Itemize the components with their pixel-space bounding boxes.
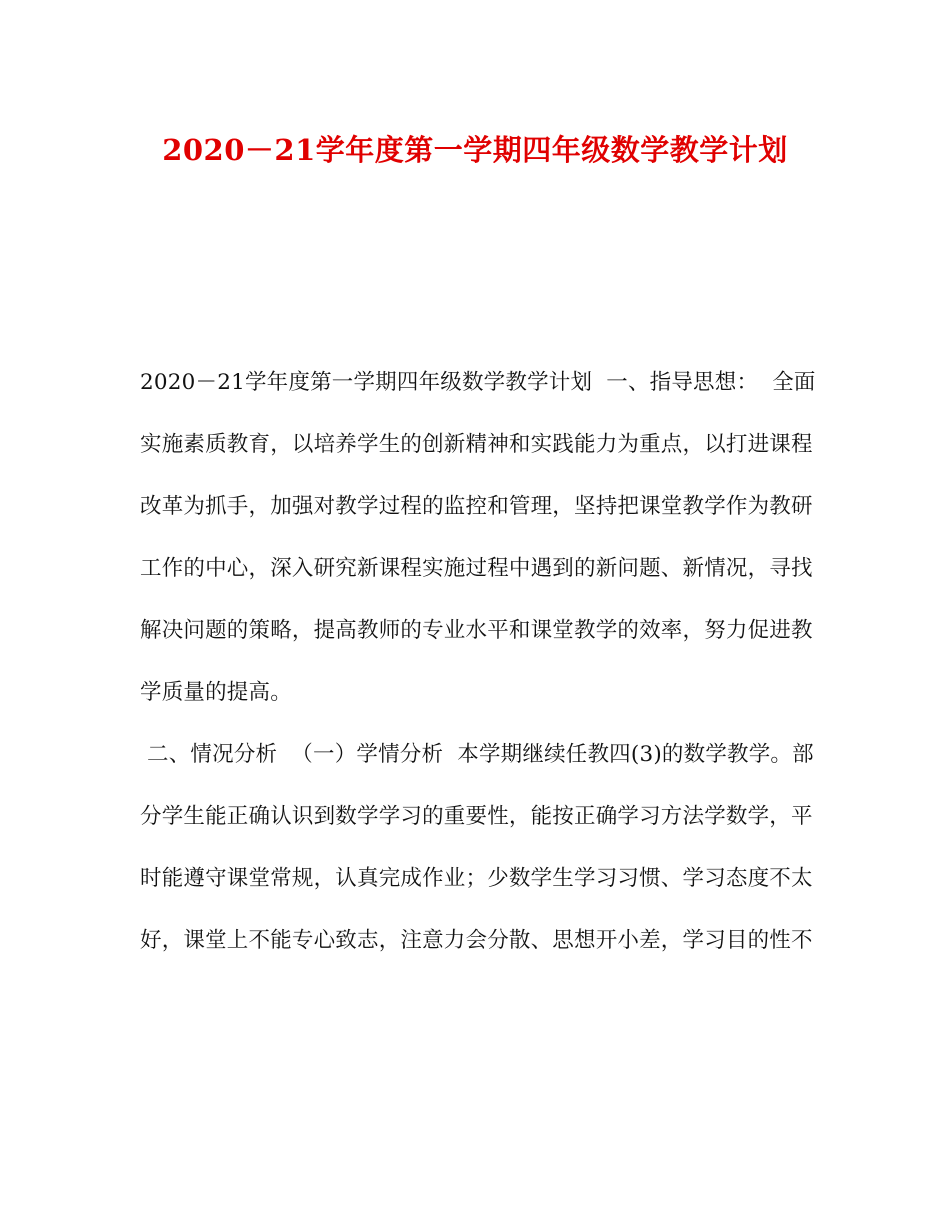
- body-line: 改革为抓手，加强对教学过程的监控和管理，坚持把课堂教学作为教研: [140, 494, 813, 519]
- body-line: 二、情况分析 （一）学情分析 本学期继续任教四(3)的数学教学。部: [140, 742, 814, 767]
- body-line: 解决问题的策略，提高教师的专业水平和课堂教学的效率，努力促进教: [140, 618, 813, 643]
- document-body: [140, 365, 820, 985]
- body-line: 好，课堂上不能专心致志，注意力会分散、思想开小差，学习目的性不: [140, 928, 813, 953]
- body-line: 分学生能正确认识到数学学习的重要性，能按正确学习方法学数学，平: [140, 804, 813, 829]
- body-line: 2020－21学年度第一学期四年级数学教学计划 一、指导思想： 全面: [140, 370, 816, 395]
- body-line: 工作的中心，深入研究新课程实施过程中遇到的新问题、新情况，寻找: [140, 556, 813, 581]
- body-line: 学质量的提高。: [140, 680, 292, 705]
- page-title: 2020－21学年度第一学期四年级数学教学计划: [162, 133, 788, 167]
- body-line: 时能遵守课堂常规，认真完成作业；少数学生学习习惯、学习态度不太: [140, 866, 813, 891]
- body-line: 实施素质教育，以培养学生的创新精神和实践能力为重点，以打进课程: [140, 432, 813, 457]
